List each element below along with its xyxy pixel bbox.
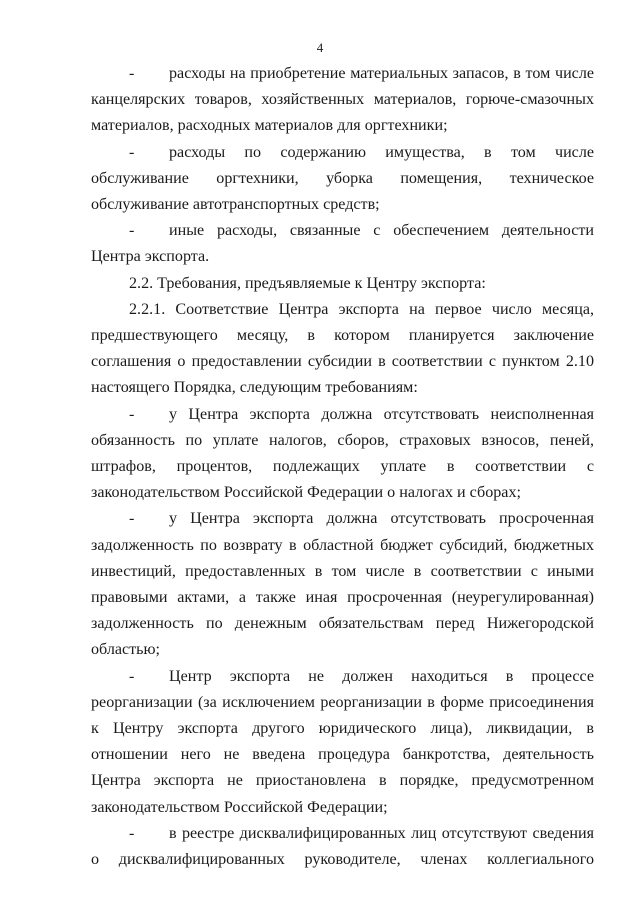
bullet-dash: - <box>129 405 135 423</box>
list-item <box>91 218 594 270</box>
list-item-text: в реестре дисквалифицированных лиц отсутствуют сведения о дисквалифицированных руководителе, членах коллегиального <box>91 824 594 869</box>
document-body <box>91 61 594 873</box>
bullet-dash: - <box>129 510 135 528</box>
list-item-text: у Центра экспорта должна отсутствовать неисполненная обязанность по уплате налогов, сборов, страховых взносов, пеней, штрафов, процентов, подлежащих уплате в соответствии с законодательством Российской Федерации о налогах и сборах; <box>91 405 594 502</box>
section-heading: 2.2. Требования, предъявляемые к Центру экспорта: <box>129 274 486 292</box>
list-item <box>91 821 594 873</box>
paragraph: 2.2.1. Соответствие Центра экспорта на первое число месяца, предшествующего месяцу, в котором планируется заключение соглашения о предоставлении субсидии в соответствии с пунктом 2.10 настоящего Порядка, следующим требованиям: <box>91 300 594 397</box>
list-item <box>91 664 594 821</box>
bullet-dash: - <box>129 222 135 240</box>
list-item-text: расходы на приобретение материальных запасов, в том числе канцелярских товаров, хозяйственных материалов, горюче-смазочных материалов, расходных материалов для оргтехники; <box>91 65 594 135</box>
list-item <box>91 140 594 219</box>
bullet-dash: - <box>129 143 135 161</box>
list-item <box>91 61 594 140</box>
list-item-text: расходы по содержанию имущества, в том числе обслуживание оргтехники, уборка помещения, техническое обслуживание автотранспортных средств; <box>91 143 594 214</box>
list-item-text: иные расходы, связанные с обеспечением деятельности Центра экспорта. <box>91 222 594 266</box>
page-number: 4 <box>316 40 324 55</box>
bullet-dash: - <box>129 65 135 82</box>
bullet-dash: - <box>129 667 135 685</box>
list-item-text: у Центра экспорта должна отсутствовать просроченная задолженность по возврату в областной бюджет субсидий, бюджетных инвестиций, предоставленных в том числе в соответствии с иными правовыми актами, а также иная просроченная (неурегулированная) задолженность по денежным обязательствам перед Нижегородской областью; <box>91 510 594 659</box>
list-item <box>91 506 594 663</box>
list-item-text: Центр экспорта не должен находиться в процессе реорганизации (за исключением реорганизации в форме присоединения к Центру экспорта другого юридического лица), ликвидации, в отношении него не введена процедура банкротства, деятельность Центра экспорта не приостановлена в порядке, предусмотренном законодательством Российской Федерации; <box>91 667 594 816</box>
list-item <box>91 402 594 507</box>
bullet-dash: - <box>129 824 135 842</box>
